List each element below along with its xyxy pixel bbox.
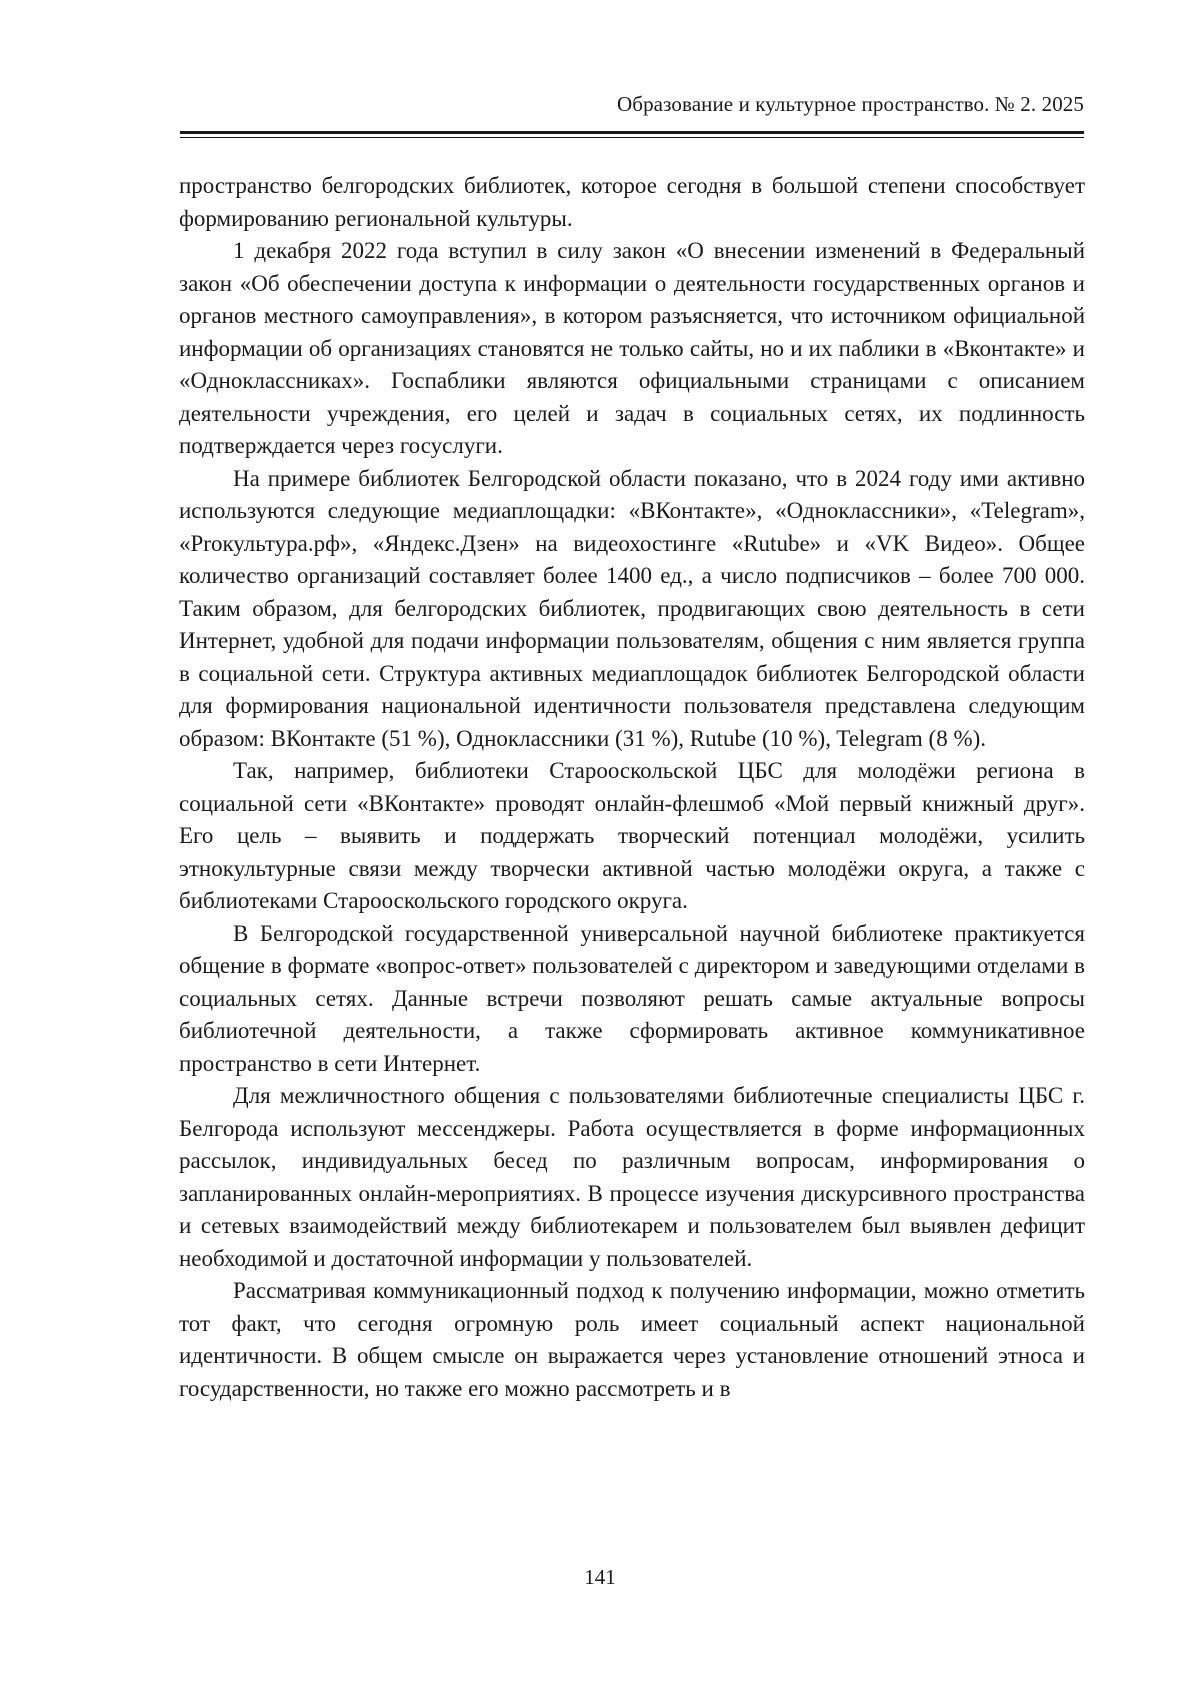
- paragraph-continuation: пространство белгородских библиотек, которое сегодня в большой степени способствует формированию региональной культуры.: [179, 173, 1085, 231]
- page-number: 141: [584, 1565, 616, 1589]
- paragraph-federal-law: 1 декабря 2022 года вступил в силу закон «О внесении изменений в Федеральный закон «Об обеспечении доступа к информации о деятельности государственных органов и органов местного самоуправления», в котором разъясняется, что источником официальной информации об организациях становятся не только сайты, но и их паблики в «Вконтакте» и «Одноклассниках». Госпаблики являются официальными страницами с описанием деятельности учреждения, его целей и задач в социальных сетях, их подлинность подтверждается через госуслуги.: [179, 238, 1085, 458]
- paragraph-question-answer: В Белгородской государственной универсальной научной библиотеке практикуется общение в формате «вопрос-ответ» пользователей с директором и заведующими отделами в социальных сетях. Данные встречи позволяют решать самые актуальные вопросы библиотечной деятельности, а также сформировать активное коммуникативное пространство в сети Интернет.: [179, 920, 1085, 1076]
- paragraph-stary-oskol-flashmob: Так, например, библиотеки Старооскольской ЦБС для молодёжи региона в социальной сети «ВКонтакте» проводят онлайн-флешмоб «Мой первый книжный друг». Его цель – выявить и поддержать творческий потенциал молодёжи, усилить этнокультурные связи между творчески активной частью молодёжи округа, а также с библиотеками Старооскольского городского округа.: [179, 758, 1085, 913]
- header-double-rule: [180, 131, 1084, 138]
- paragraph-media-platforms: На примере библиотек Белгородской области показано, что в 2024 году ими активно используются следующие медиаплощадки: «ВКонтакте», «Одноклассники», «Telegram», «Proкультура.рф», «Яндекс.Дзен» на видеохостинге «Rutube» и «VK Видео». Общее количество организаций составляет более 1400 ед., а число подписчиков – более 700 000. Таким образом, для белгородских библиотек, продвигающих свою деятельность в сети Интернет, удобной для подачи информации пользователям, общения с ним является группа в социальной сети. Структура активных медиаплощадок библиотек Белгородской области для формирования национальной идентичности пользователя представлена следующим образом: ВКонтакте (51 %), Одноклассники (31 %), Rutube (10 %), Telegram (8 %).: [179, 465, 1085, 751]
- paragraph-messengers: Для межличностного общения с пользователями библиотечные специалисты ЦБС г. Белгорода используют мессенджеры. Работа осуществляется в форме информационных рассылок, индивидуальных бесед по различным вопросам, информирования о запланированных онлайн-мероприятиях. В процессе изучения дискурсивного пространства и сетевых взаимодействий между библиотекарем и пользователем был выявлен дефицит необходимой и достаточной информации у пользователей.: [179, 1083, 1085, 1271]
- running-header: Образование и культурное пространство. № 2. 2025: [617, 92, 1084, 116]
- paragraph-communication-approach: Рассматривая коммуникационный подход к получению информации, можно отметить тот факт, что сегодня огромную роль имеет социальный аспект национальной идентичности. В общем смысле он выражается через установление отношений этноса и государственности, но также его можно рассмотреть и в: [179, 1278, 1085, 1401]
- body-text: [179, 170, 1085, 1405]
